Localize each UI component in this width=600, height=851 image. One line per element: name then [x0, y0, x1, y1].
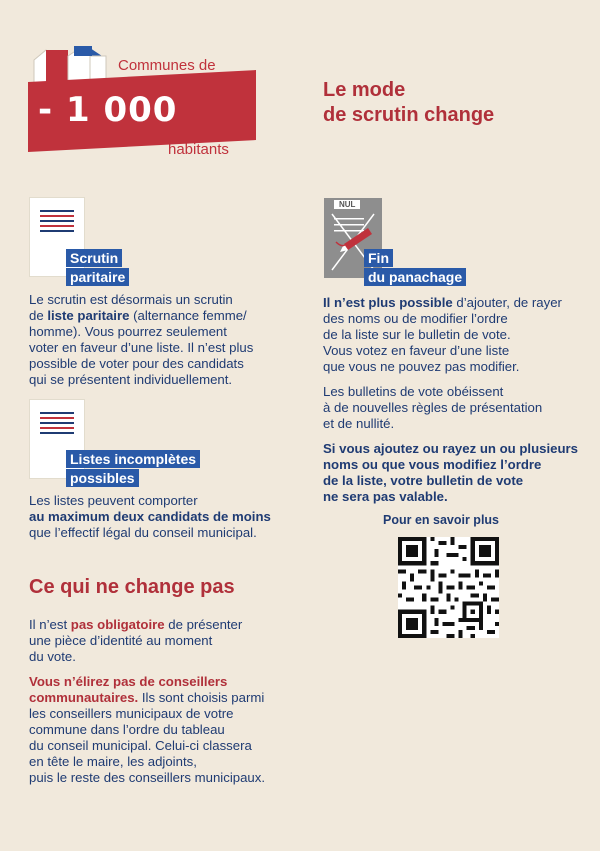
tag-fin-panachage: Fin du panachage	[364, 249, 466, 287]
logo-top-text: Communes de	[118, 57, 216, 74]
tag-scrutin-paritaire: Scrutin paritaire	[66, 249, 129, 287]
text-listes-incompletes: Les listes peuvent comporter au maximum deux candidats de moins que l’effectif légal du conseil municipal.	[29, 493, 271, 540]
text-fin-panachage: Il n’est plus possible d’ajouter, de rayer des noms ou de modifier l’ordre de la liste sur le bulletin de vote. Vous votez en faveur d’une liste que vous ne pouvez pas modifier. Les bulletins de vote obéissent à de nouvelles règles de présentation et de nullité. Si vous ajoutez ou rayez un ou plusieurs noms ou que vous modifiez l’ordre de la liste, votre bulletin de vote ne sera pas valable.	[323, 295, 579, 504]
section-title-ne-change-pas: Ce qui ne change pas	[29, 576, 235, 598]
text-scrutin-paritaire: Le scrutin est désormais un scrutin de liste paritaire (alternance femme/ homme). Vous pourrez seulement voter en faveur d’une liste. Il n’est plus possible de voter pour des candidats qui se présentent individuellement.	[29, 292, 254, 387]
logo-number: - 1 000	[38, 90, 178, 130]
logo	[0, 0, 300, 170]
qr-code[interactable]	[398, 537, 499, 638]
text-ne-change-pas: Il n’est pas obligatoire de présenter une pièce d’identité au moment du vote. Vous n’élirez pas de conseillers communautaires. Ils sont choisis parmi les conseillers municipaux de votre commune dans l’ordre du tableau du conseil municipal. Celui-ci classera en tête le maire, les adjoints, puis le reste des conseillers municipaux.	[29, 617, 266, 785]
page-title: Le mode de scrutin change	[323, 79, 495, 126]
more-info-label: Pour en savoir plus	[383, 513, 500, 527]
logo-bottom-text: habitants	[168, 141, 229, 158]
invalid-ballot-icon: NUL	[324, 198, 382, 278]
tag-listes-incompletes: Listes incomplètes possibles	[66, 450, 200, 488]
